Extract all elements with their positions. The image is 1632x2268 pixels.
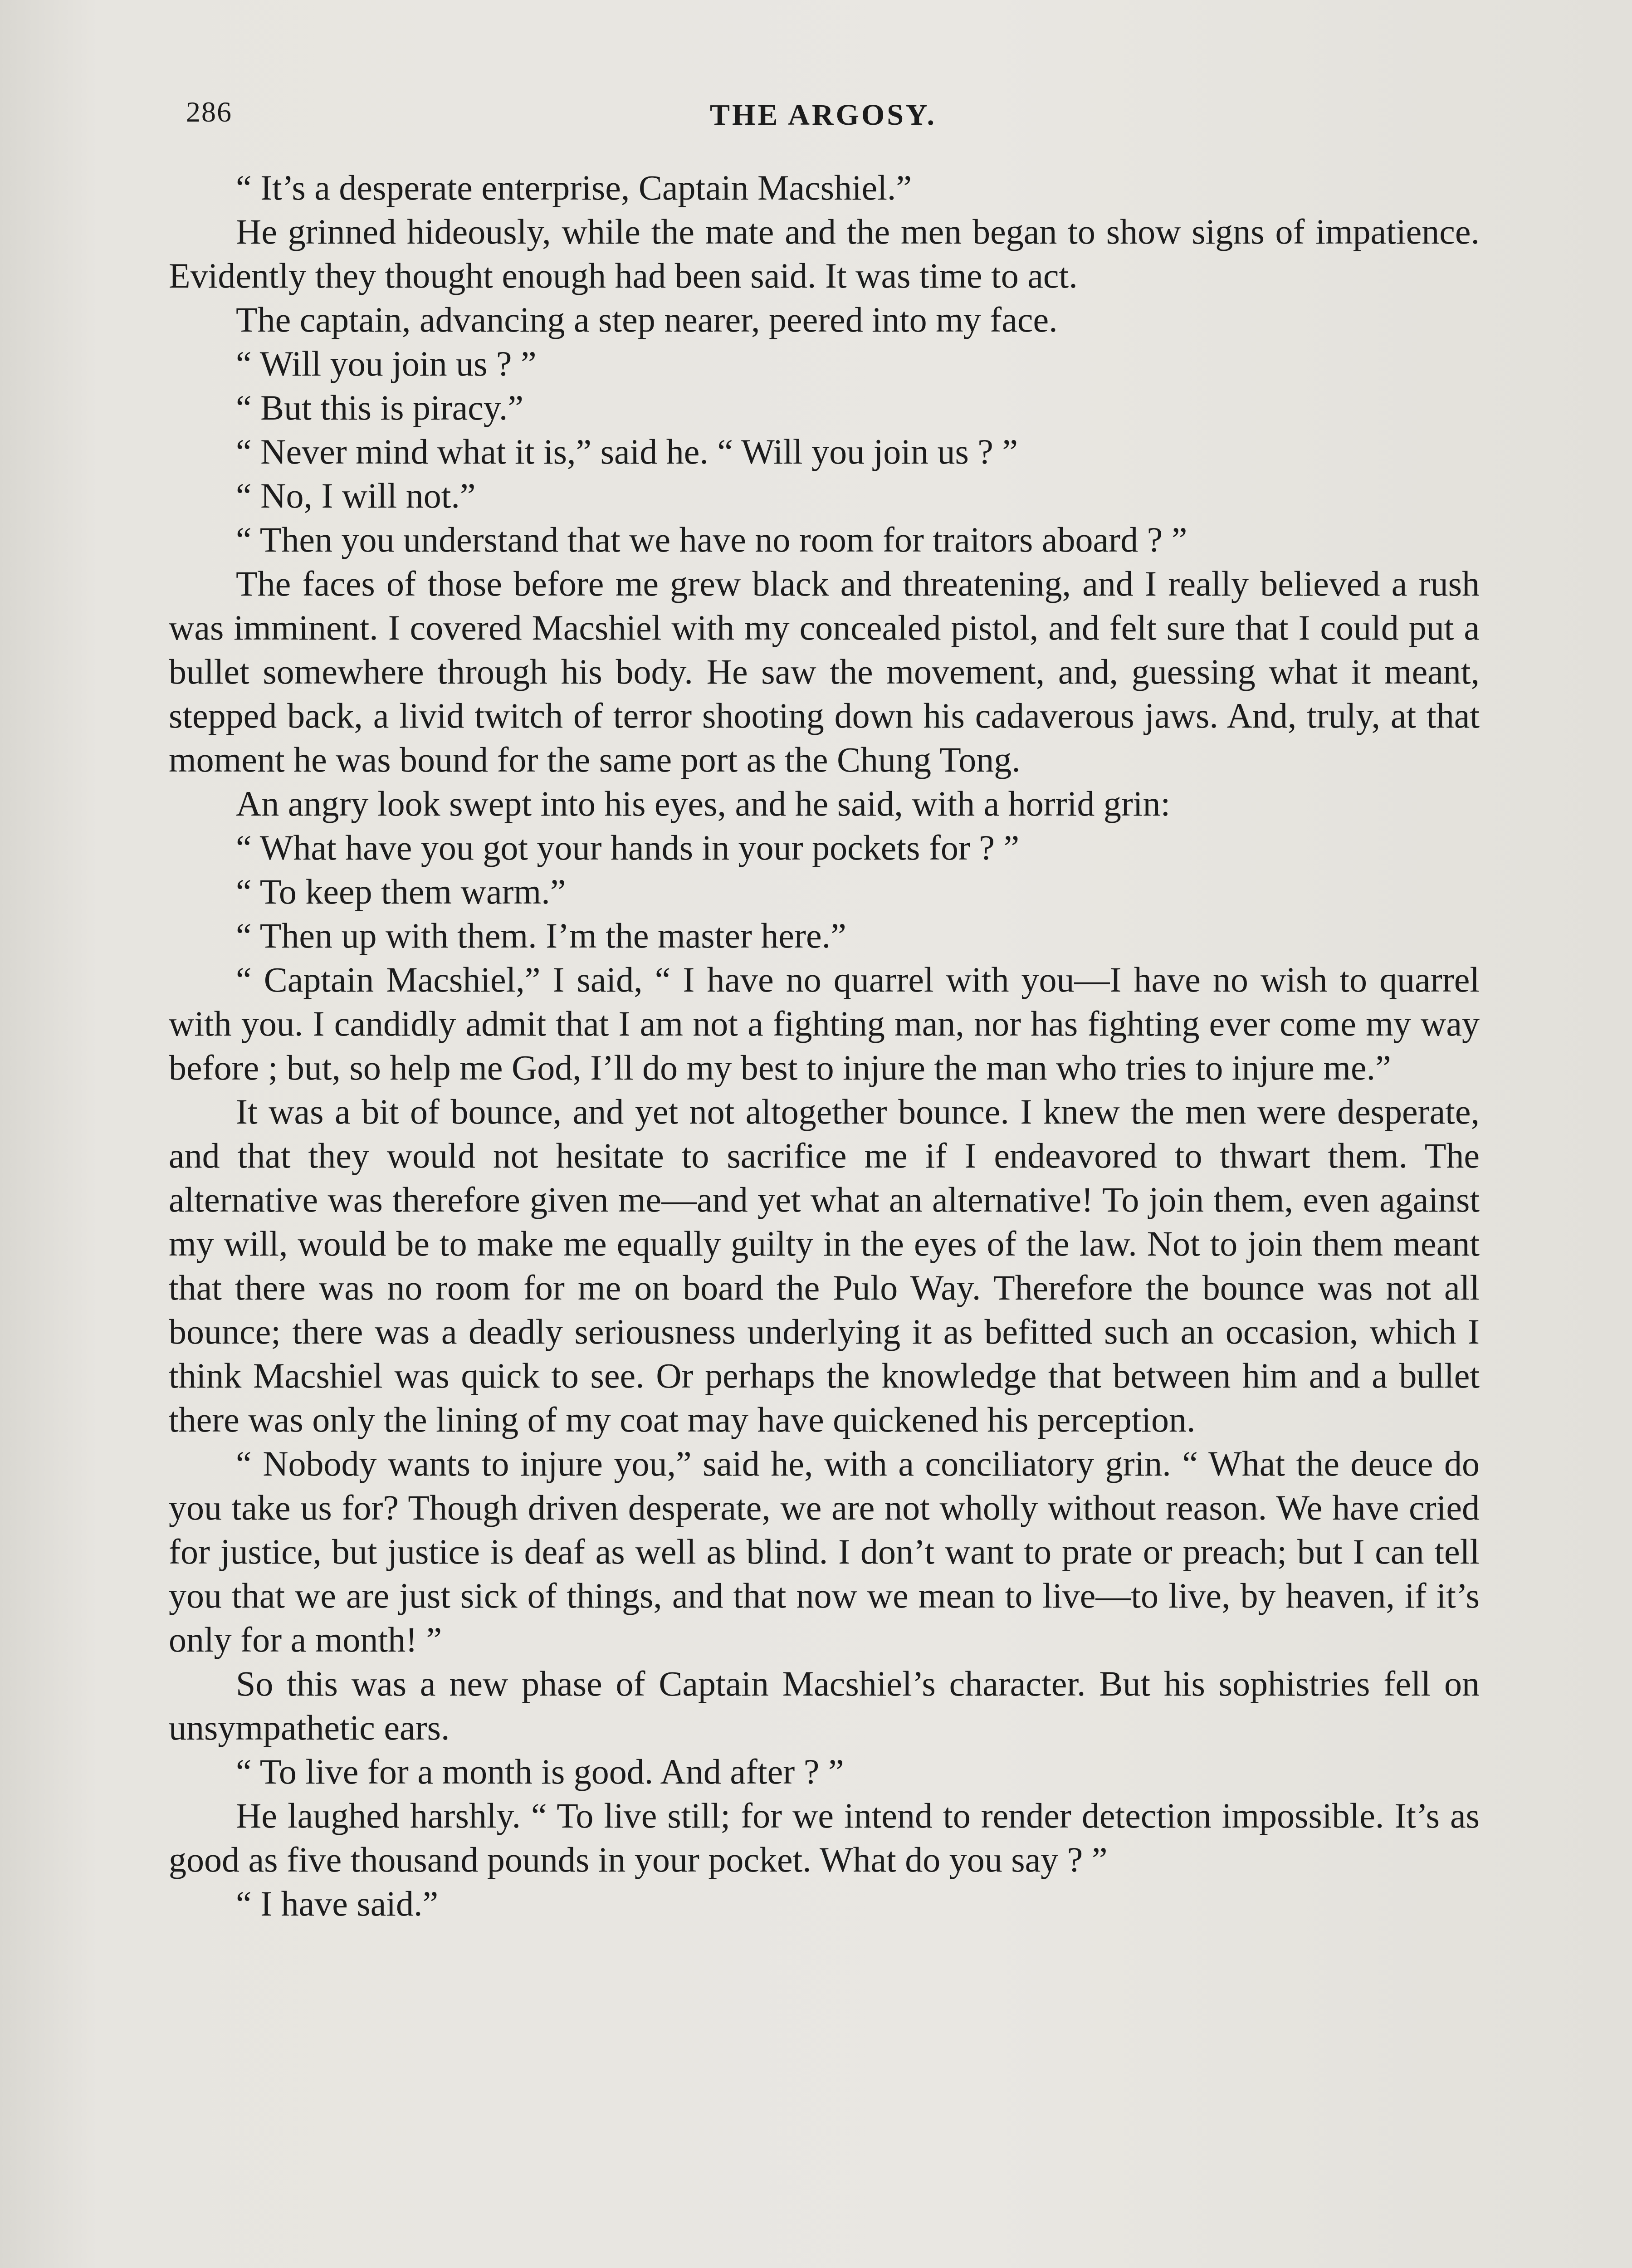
paragraph: “ Then up with them. I’m the master here.” [236,916,846,955]
paragraph: He grinned hideously, while the mate and the men began to show signs of impatience. Evidently they thought enough had been said. It was time to act. [169,212,1480,295]
paragraph: “ What have you got your hands in your pockets for ? ” [236,828,1020,867]
paragraph: “ Nobody wants to injure you,” said he, with a conciliatory grin. “ What the deuce do you take us for? Though driven desperate, we are not wholly without reason. We have cried for justice, but justice is deaf as well as blind. I don’t want to prate or preach; but I can tell you that we are just sick of things, and that now we mean to live—to live, by heaven, if it’s only for a month! ” [169,1444,1480,1659]
paragraph: “ Never mind what it is,” said he. “ Will you join us ? ” [236,432,1018,471]
paragraph: So this was a new phase of Captain Macshiel’s character. But his sophistries fell on unsympathetic ears. [169,1664,1480,1747]
paragraph: “ I have said.” [236,1884,439,1923]
paragraph: “ But this is piracy.” [236,388,523,427]
page-number: 286 [186,96,232,128]
paragraph: An angry look swept into his eyes, and he said, with a horrid grin: [236,784,1171,823]
paragraph: “ No, I will not.” [236,476,476,515]
paragraph: “ To live for a month is good. And after ? ” [236,1752,844,1791]
article-body [169,166,1480,1926]
paragraph: “ Will you join us ? ” [236,344,537,383]
paragraph: “ Then you understand that we have no room for traitors aboard ? ” [236,520,1187,559]
running-head: THE ARGOSY. [709,98,937,132]
paragraph: “ It’s a desperate enterprise, Captain Macshiel.” [236,168,912,207]
paragraph: The faces of those before me grew black and threatening, and I really believed a rush was imminent. I covered Macshiel with my concealed pistol, and felt sure that I could put a bullet somewhere through his body. He saw the movement, and, guessing what it meant, stepped back, a livid twitch of terror shooting down his cadaverous jaws. And, truly, at that moment he was bound for the same port as the Chung Tong. [169,564,1480,779]
paragraph: It was a bit of bounce, and yet not altogether bounce. I knew the men were desperate, and that they would not hesitate to sacrifice me if I endeavored to thwart them. The alternative was therefore given me—and yet what an alternative! To join them, even against my will, would be to make me equally guilty in the eyes of the law. Not to join them meant that there was no room for me on board the Pulo Way. Therefore the bounce was not all bounce; there was a deadly seriousness underlying it as befitted such an occasion, which I think Macshiel was quick to see. Or perhaps the knowledge that between him and a bullet there was only the lining of my coat may have quickened his perception. [169,1092,1480,1439]
paragraph: He laughed harshly. “ To live still; for we intend to render detection impossible. It’s as good as five thousand pounds in your pocket. What do you say ? ” [169,1796,1480,1879]
paragraph: “ To keep them warm.” [236,872,566,911]
paragraph: The captain, advancing a step nearer, peered into my face. [236,300,1058,339]
paragraph: “ Captain Macshiel,” I said, “ I have no quarrel with you—I have no wish to quarrel with you. I candidly admit that I am not a fighting man, nor has fighting ever come my way before ; but, so help me God, I’ll do my best to injure the man who tries to injure me.” [169,960,1480,1087]
page-header [168,95,1479,136]
